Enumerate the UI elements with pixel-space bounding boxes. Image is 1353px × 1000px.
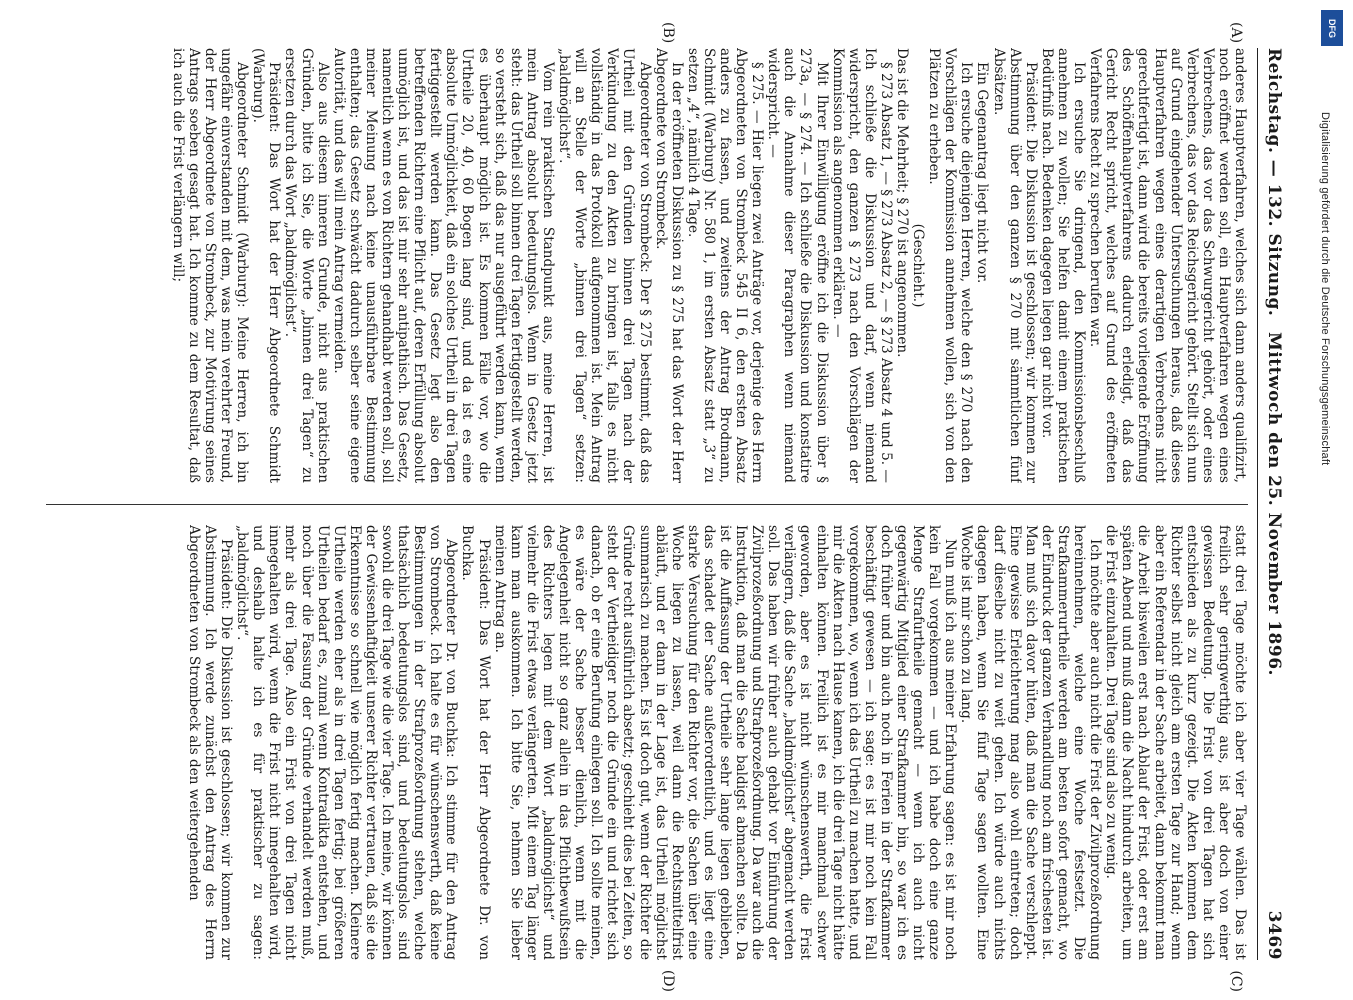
margin-marker-c: (C) — [1228, 970, 1244, 992]
paragraph: (Geschieht.) — [910, 223, 927, 308]
text-columns — [46, 48, 1248, 960]
paragraph: § 273 Absatz 1, — § 273 Absatz 2, — § 273 Absatz 4 und 5. — Ich schließe die Diskussion und darf, wenn niemand widerspricht, den ganzen § 273 nach den Vorschlägen der Kommission als angenommen erklären. — — [829, 48, 894, 483]
paragraph: Das ist die Mehrheit; § 270 ist angenommen. — [894, 48, 911, 358]
paragraph: Präsident: Die Diskussion ist geschlossen; wir kommen zur Abstimmung über den ganzen § 270 mit sämmtlichen fünf Absätzen. — [990, 48, 1039, 483]
running-head — [1257, 48, 1284, 960]
header-left: Reichstag. — 132. Sitzung. — [1264, 48, 1284, 317]
margin-marker-b: (B) — [660, 22, 676, 44]
paragraph: Präsident: Das Wort hat der Herr Abgeordnete Dr. von Buchka. — [459, 525, 492, 960]
header-date: Mittwoch den 25. November 1896. — [1264, 332, 1284, 676]
paragraph: Ich ersuche Sie dringend, den Kommissionsbeschluß annehmen zu wollen; Sie helfen damit einem praktischen Bedürfniß nach. Bedenken dagegen liegen gar nicht vor. — [1038, 48, 1088, 483]
column-divider — [46, 504, 1248, 505]
paragraph: Ein Gegenantrag liegt nicht vor. — [974, 62, 991, 284]
margin-marker-a: (A) — [1228, 22, 1244, 44]
dfg-logo: DFG — [1321, 10, 1343, 46]
paragraph: statt drei Tage möchte ich aber vier Tage wählen. Das ist freilich sehr geringwerthig aus, ist aber doch von einer gewissen Bedeutung. Die Frist von drei Tagen hat sich entschieden als zu kurz gezeigt. Die Akten kommen dem Richter selbst nicht gleich am ersten Tage zur Hand; wenn aber ein Referendar in der Sache arbeitet, dann bekommt man die Arbeit bisweilen erst nach Ablauf der Frist, oder erst am späten Abend und muß dann die Nacht hindurch arbeiten, um die Frist einzuhalten. Drei Tage sind also zu wenig. — [1103, 525, 1248, 960]
paragraph: anderes Hauptverfahren, welches sich dann anders qualifizirt, noch eröffnet werden soll, ein Hauptverfahren wegen eines Verbrechens, das vor das Schwurgericht gehört, oder eines Verbrechens, das vor das Reichsgericht gehört. Stellt sich nun auf Grund eingehender Untersuchungen heraus, daß dieses Hauptverfahren wegen eines derartigen Verbrechens nicht gerechtfertigt ist, dann wird die bereits vorliegende Eröffnung des Schöffenhauptverfahrens dadurch erledigt, daß das Gericht Recht spricht, welches auf Grund des eröffneten Verfahrens Recht zu sprechen berufen war. — [1087, 48, 1248, 483]
right-column — [46, 525, 1248, 960]
paragraph: § 275. — Hier liegen zwei Anträge vor, derjenige des Herrn Abgeordneten von Strombeck 545 II 6, den ersten Absatz anders zu fassen, und zweitens der Antrag Brodmann, Schmidt (Warburg) Nr. 580 1, im ersten Absatz statt „3“ zu setzen „4“, nämlich 4 Tage. — [684, 48, 766, 483]
page-number: 3469 — [1264, 910, 1284, 960]
paragraph: Vom rein praktischen Standpunkt aus, meine Herren, ist mein Antrag absolut bedeutungslos. Wenn in Gesetz jetzt steht: das Urtheil soll binnen drei Tagen fertiggestellt werden, so versteht sich, daß das nur ausgeführt werden kann, wenn es überhaupt möglich ist. Es kommen Fälle vor, wo die Urtheile 20, 40, 60 Bogen lang sind, und da ist es eine absolute Unmöglichkeit, daß ein solches Urtheil in drei Tagen fertiggestellt werden kann. Das Gesetz legt also den betreffenden Richtern eine Pflicht auf, deren Erfüllung absolut unmöglich ist, und das ist mir sehr antipathisch. Das Gesetz, namentlich wenn es von Richtern gehandhabt werden soll, soll meiner Meinung nach keine unausführbare Bestimmung enthalten; das Gesetz schwächt dadurch selber seine eigene Autorität, und das will mein Antrag vermeiden. — [330, 48, 556, 483]
paragraph: Abgeordneter Dr. von Buchka: Ich stimme für den Antrag von Strombeck. Ich halte es für wünschenswerth, daß keine Bestimmungen in der Strafprozeßordnung stehen, welche thatsächlich bedeutungslos sind, und bedeutungslos sind sowohl die drei Tage wie die vier Tage. Ich meine, wir können der Gewissenhaftigkeit unserer Richter vertrauen, daß sie die Erkenntnisse so schnell wie möglich fertig machen. Kleinere Urtheile werden eher als in drei Tagen fertig; bei größeren Urtheilen bedarf es, zumal wenn Kontradikta entstehen, und noch über die Fassung der Gründe verhandelt werden muß, mehr als drei Tage. Also ein Frist von drei Tagen nicht innegehalten wird, wenn die Frist nicht innegehalten wird, und deshalb halte ich es für praktischer zu sagen: „baldmöglichst“. — [234, 525, 460, 960]
paragraph: Ich möchte aber auch nicht die Frist der Zivilprozeßordnung hereinnehmen, welche eine Woche festsetzt. Die Strafkammerurtheile werden am besten sofort gemacht, wo der Eindruck der ganzen Verhandlung noch am frischesten ist. Man muß sich davor hüten, daß man die Sache verschleppt. Eine gewisse Erleichterung mag also wohl eintreten; doch darf dieselbe nicht zu weit gehen. Ich würde auch nichts dagegen haben, wenn Sie fünf Tage sagen wollten. Eine Woche ist mir schon zu lang. — [958, 525, 1104, 960]
paragraph: In der eröffneten Diskussion zu § 275 hat das Wort der Herr Abgeordnete von Strombeck. — [652, 48, 685, 483]
paragraph: Also aus diesem inneren Grunde, nicht aus praktischen Gründen, bitte ich Sie, die Worte „binnen drei Tagen“ zu ersetzen durch das Wort „baldmöglichst“. — [282, 48, 331, 483]
paragraph: Abgeordneter Schmidt (Warburg): Meine Herren, ich bin ungefähr einverstanden mit dem, was mein verehrter Freund, der Herr Abgeordnete von Strombeck, zur Motivirung seines Antrags soeben gesagt hat. Ich komme zu dem Resultat, daß ich auch die Frist verlängern will; — [169, 48, 251, 483]
digitization-credit: Digitalisierung gefördert durch die Deutsche Forschungsgemeinschaft — [1319, 112, 1331, 466]
margin-marker-d: (D) — [660, 969, 676, 992]
paragraph: Ich ersuche diejenigen Herren, welche den § 270 nach den Vorschlägen der Kommission annehmen wollen, sich von den Plätzen zu erheben. — [926, 48, 975, 483]
paragraph: Mit Ihrer Einwilligung eröffne ich die Diskussion über § 273a, — § 274. — Ich schließe die Diskussion und konstatire auch die Annahme dieser Paragraphen wenn niemand widerspricht. — — [765, 48, 830, 483]
scanned-page — [16, 0, 1336, 1000]
left-column — [46, 48, 1248, 483]
paragraph: Abgeordneter von Strombeck: Der § 275 bestimmt, daß das Urtheil mit den Gründen binnen drei Tagen nach der Verkündung zu den Akten zu bringen ist, falls es nicht vollständig in das Protokoll aufgenommen ist. Mein Antrag will an Stelle der Worte „binnen drei Tagen“ setzen: „baldmöglichst“. — [556, 48, 653, 483]
paragraph: Präsident: Die Diskussion ist geschlossen; wir kommen zur Abstimmung. Ich werde zunächst den Antrag des Herrn Abgeordneten von Strombeck als den weitergehenden — [185, 525, 235, 960]
paragraph: Nun muß ich aus meiner Erfahrung sagen: es ist mir noch kein Fall vorgekommen — und ich habe doch eine ganze Menge Strafurtheile gemacht — wenn ich auch nicht gegenwärtig Mitglied einer Strafkammer bin, so war ich es doch früher und bin auch noch in Ferien in der Strafkammer beschäftigt gewesen — ich sage: es ist mir noch kein Fall vorgekommen, wo, wenn ich das Urtheil zu machen hatte, und mir die Akten nach Hause kamen, ich die drei Tage nicht hätte einhalten können. Freilich ist es mir manchmal schwer geworden, aber es ist nicht wünschenswerth, die Frist verlängern, daß die Sache „baldmöglichst“ abgemacht werden soll. Das haben wir früher auch gehabt vor Einführung der Zivilprozeßordnung und Strafprozeßordnung. Da war auch die Instruktion, daß man die Sache baldigst abmachen sollte. Da ist die Auffassung der Urtheile sehr lange liegen geblieben, das schadet der Sache außerordentlich, und es liegt eine starke Versuchung für den Richter vor, die Sachen über eine Woche liegen zu lassen, weil dann die Rechtsmittelfrist abläuft, und er dann in der Lage ist, das Urtheil möglichst summarisch zu machen. Es ist doch gut, wenn der Richter die Gründe recht ausführlich absetzt; geschieht dies bei Zeiten, so steht der Vertheidiger noch die Gründe ein und richtet sich danach, ob er eine Berufung einlegen soll. Ich sollte meinen, es wäre der Sache besser dienlich, wenn mit die Angelegenheit nicht so ganz allein in das Pflichtbewußtsein des Richters legen mit dem Wort „baldmöglichst“ und vielmehr die Frist etwas verlängerten. Mit einem Tag länger kann man auskommen. Ich bitte Sie, nehmen Sie lieber meinen Antrag an. — [491, 525, 959, 960]
paragraph: Präsident: Das Wort hat der Herr Abgeordnete Schmidt (Warburg). — [250, 48, 283, 483]
